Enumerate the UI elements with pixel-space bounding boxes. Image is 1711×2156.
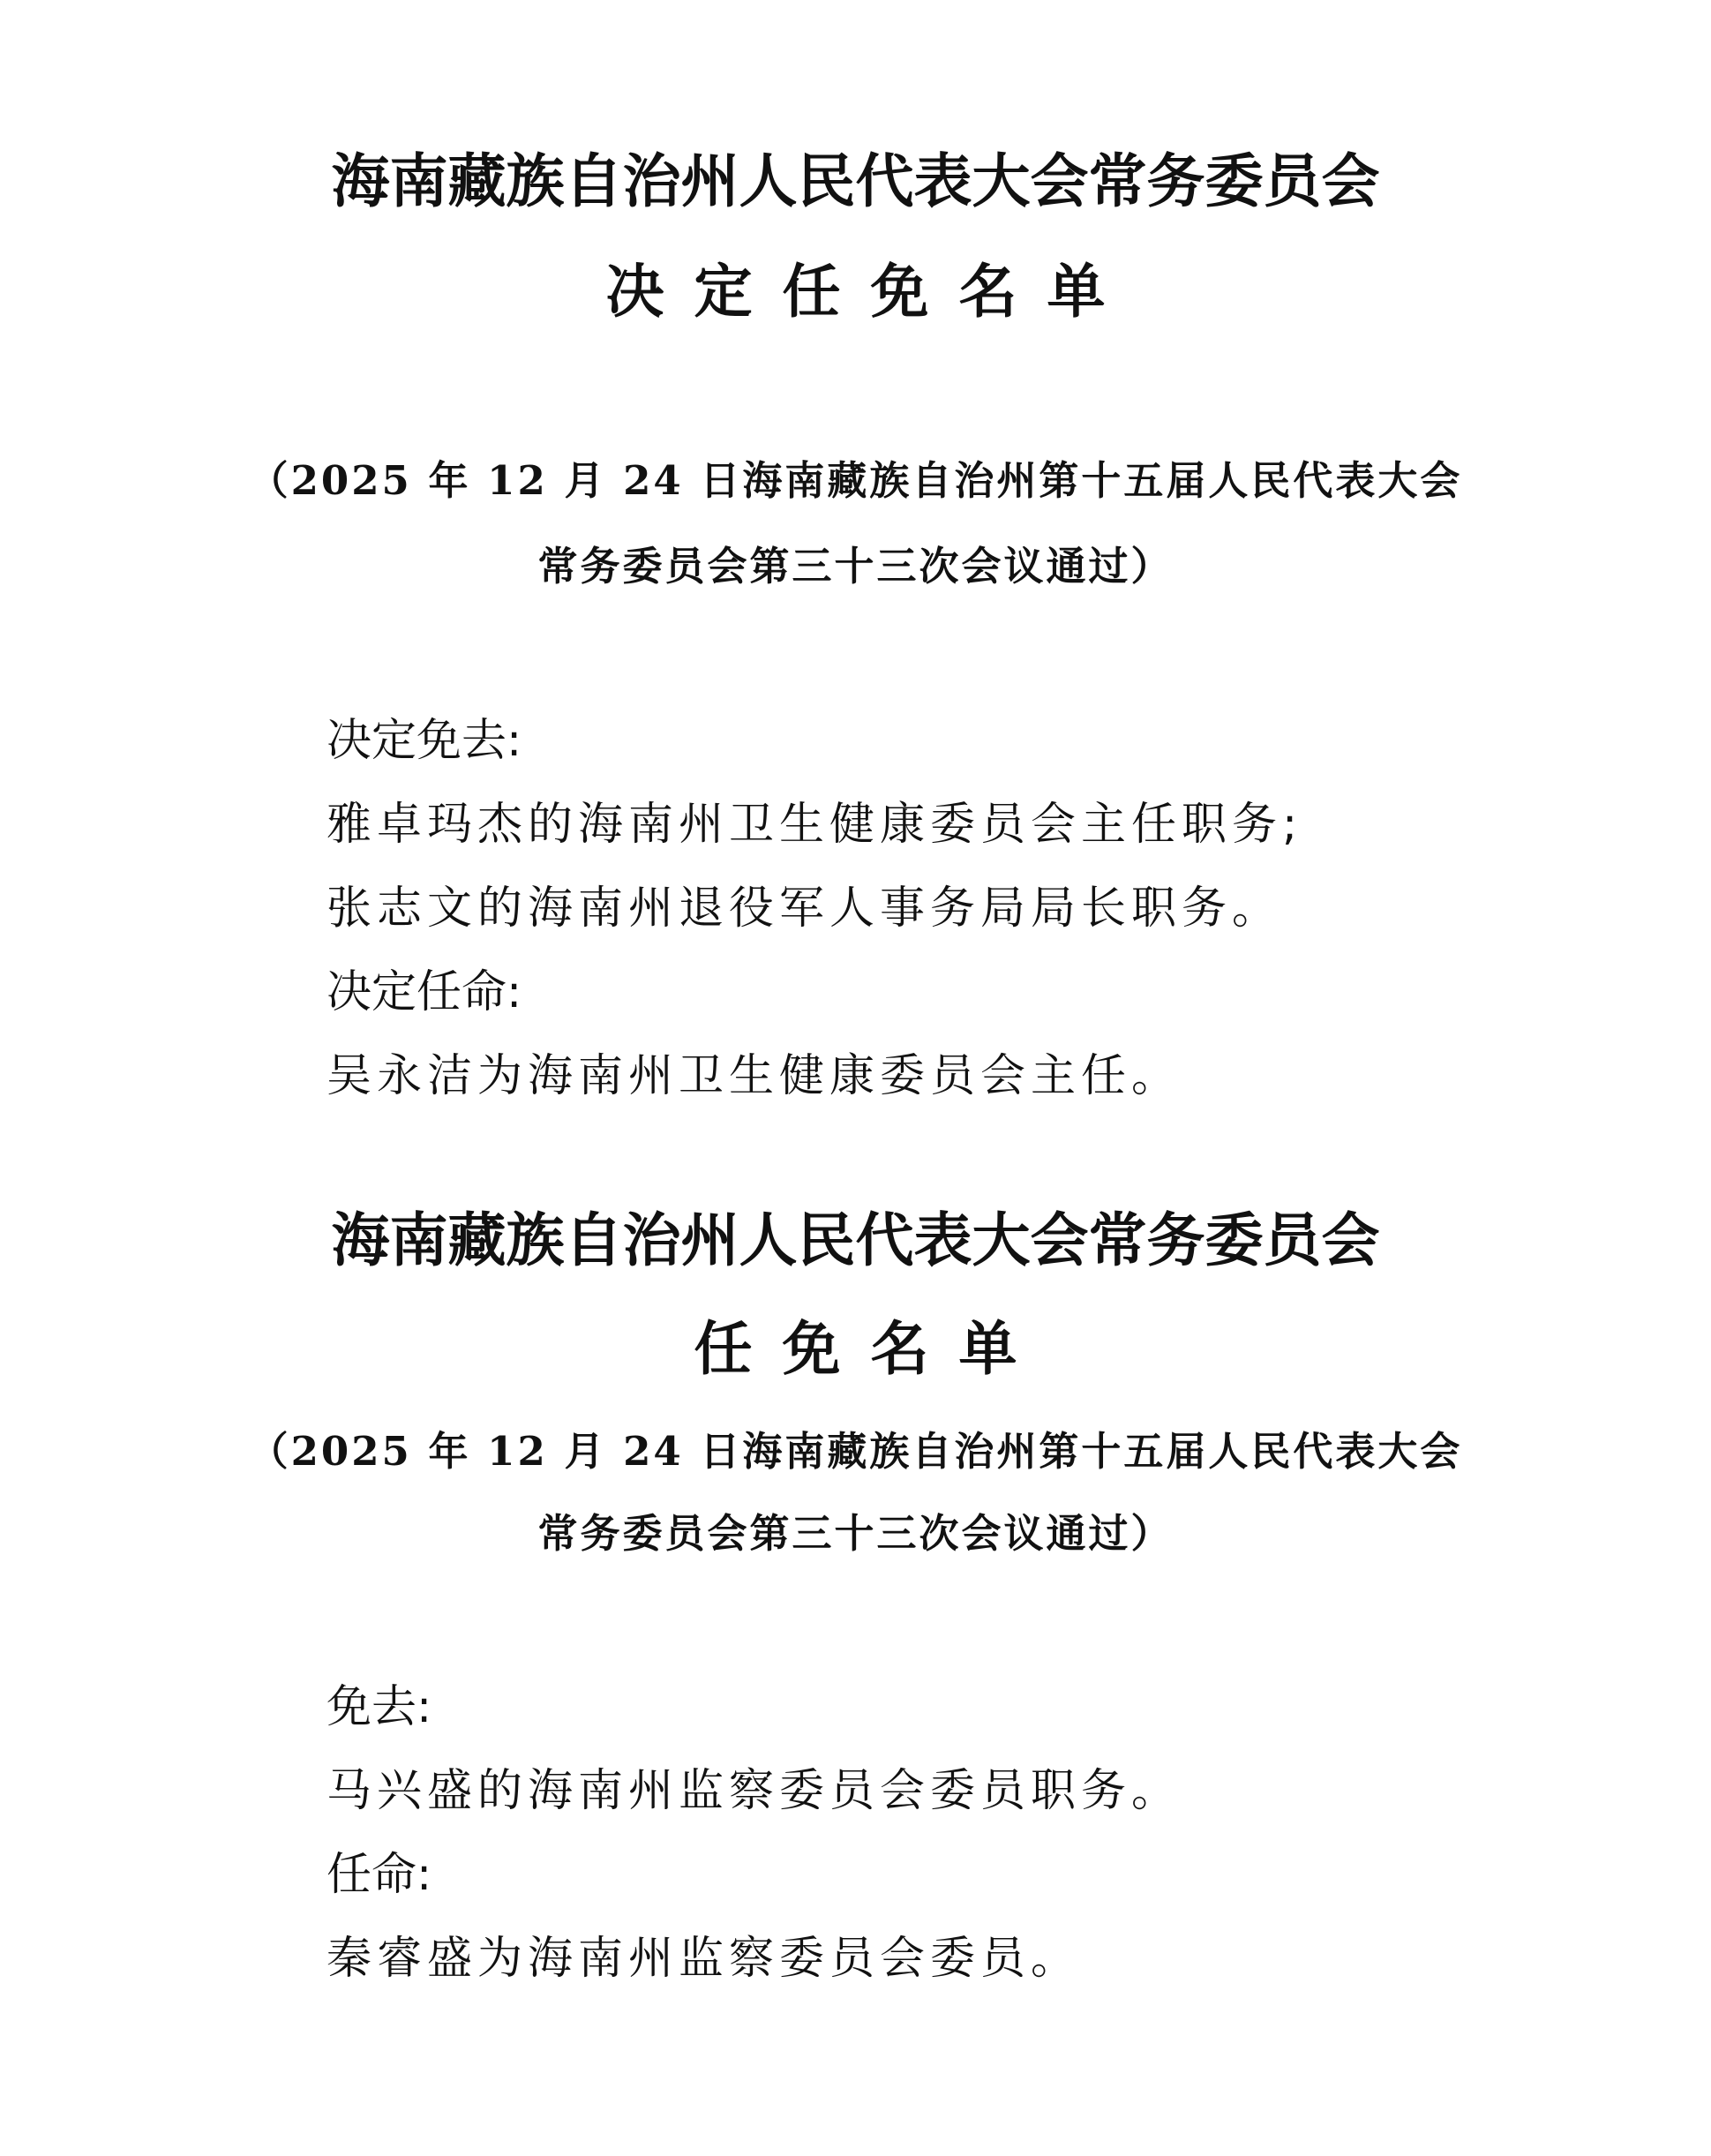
section1-meeting-line2: 常务委员会第三十三次会议通过） bbox=[537, 543, 1174, 590]
section2-title-line2: 任免名单 bbox=[694, 1314, 1047, 1383]
section2-removal-item: 马兴盛的海南州监察委员会委员职务。 bbox=[326, 1765, 1182, 1817]
section2-meeting-line2: 常务委员会第三十三次会议通过） bbox=[537, 1510, 1174, 1557]
section1-appointment-heading: 决定任命: bbox=[326, 966, 522, 1018]
section1-removal-item: 雅卓玛杰的海南州卫生健康委员会主任职务; bbox=[326, 799, 1303, 851]
section2-title-line1: 海南藏族自治州人民代表大会常务委员会 bbox=[331, 1206, 1380, 1274]
section2-appointment-heading: 任命: bbox=[326, 1849, 432, 1901]
section2-meeting-line1: （2025 年 12 月 24 日海南藏族自治州第十五届人民代表大会 bbox=[248, 1428, 1463, 1475]
section2-appointment-item: 秦睿盛为海南州监察委员会委员。 bbox=[326, 1933, 1082, 1985]
section1-meeting-line1: （2025 年 12 月 24 日海南藏族自治州第十五届人民代表大会 bbox=[248, 457, 1463, 504]
section1-title-line1: 海南藏族自治州人民代表大会常务委员会 bbox=[331, 146, 1380, 215]
section1-appointment-item: 吴永洁为海南州卫生健康委员会主任。 bbox=[326, 1050, 1182, 1102]
section2-removal-heading: 免去: bbox=[326, 1681, 432, 1733]
section1-title-line2: 决定任免名单 bbox=[605, 257, 1136, 326]
section1-removal-heading: 决定免去: bbox=[326, 715, 522, 767]
section1-removal-item: 张志文的海南州退役军人事务局局长职务。 bbox=[326, 883, 1283, 935]
